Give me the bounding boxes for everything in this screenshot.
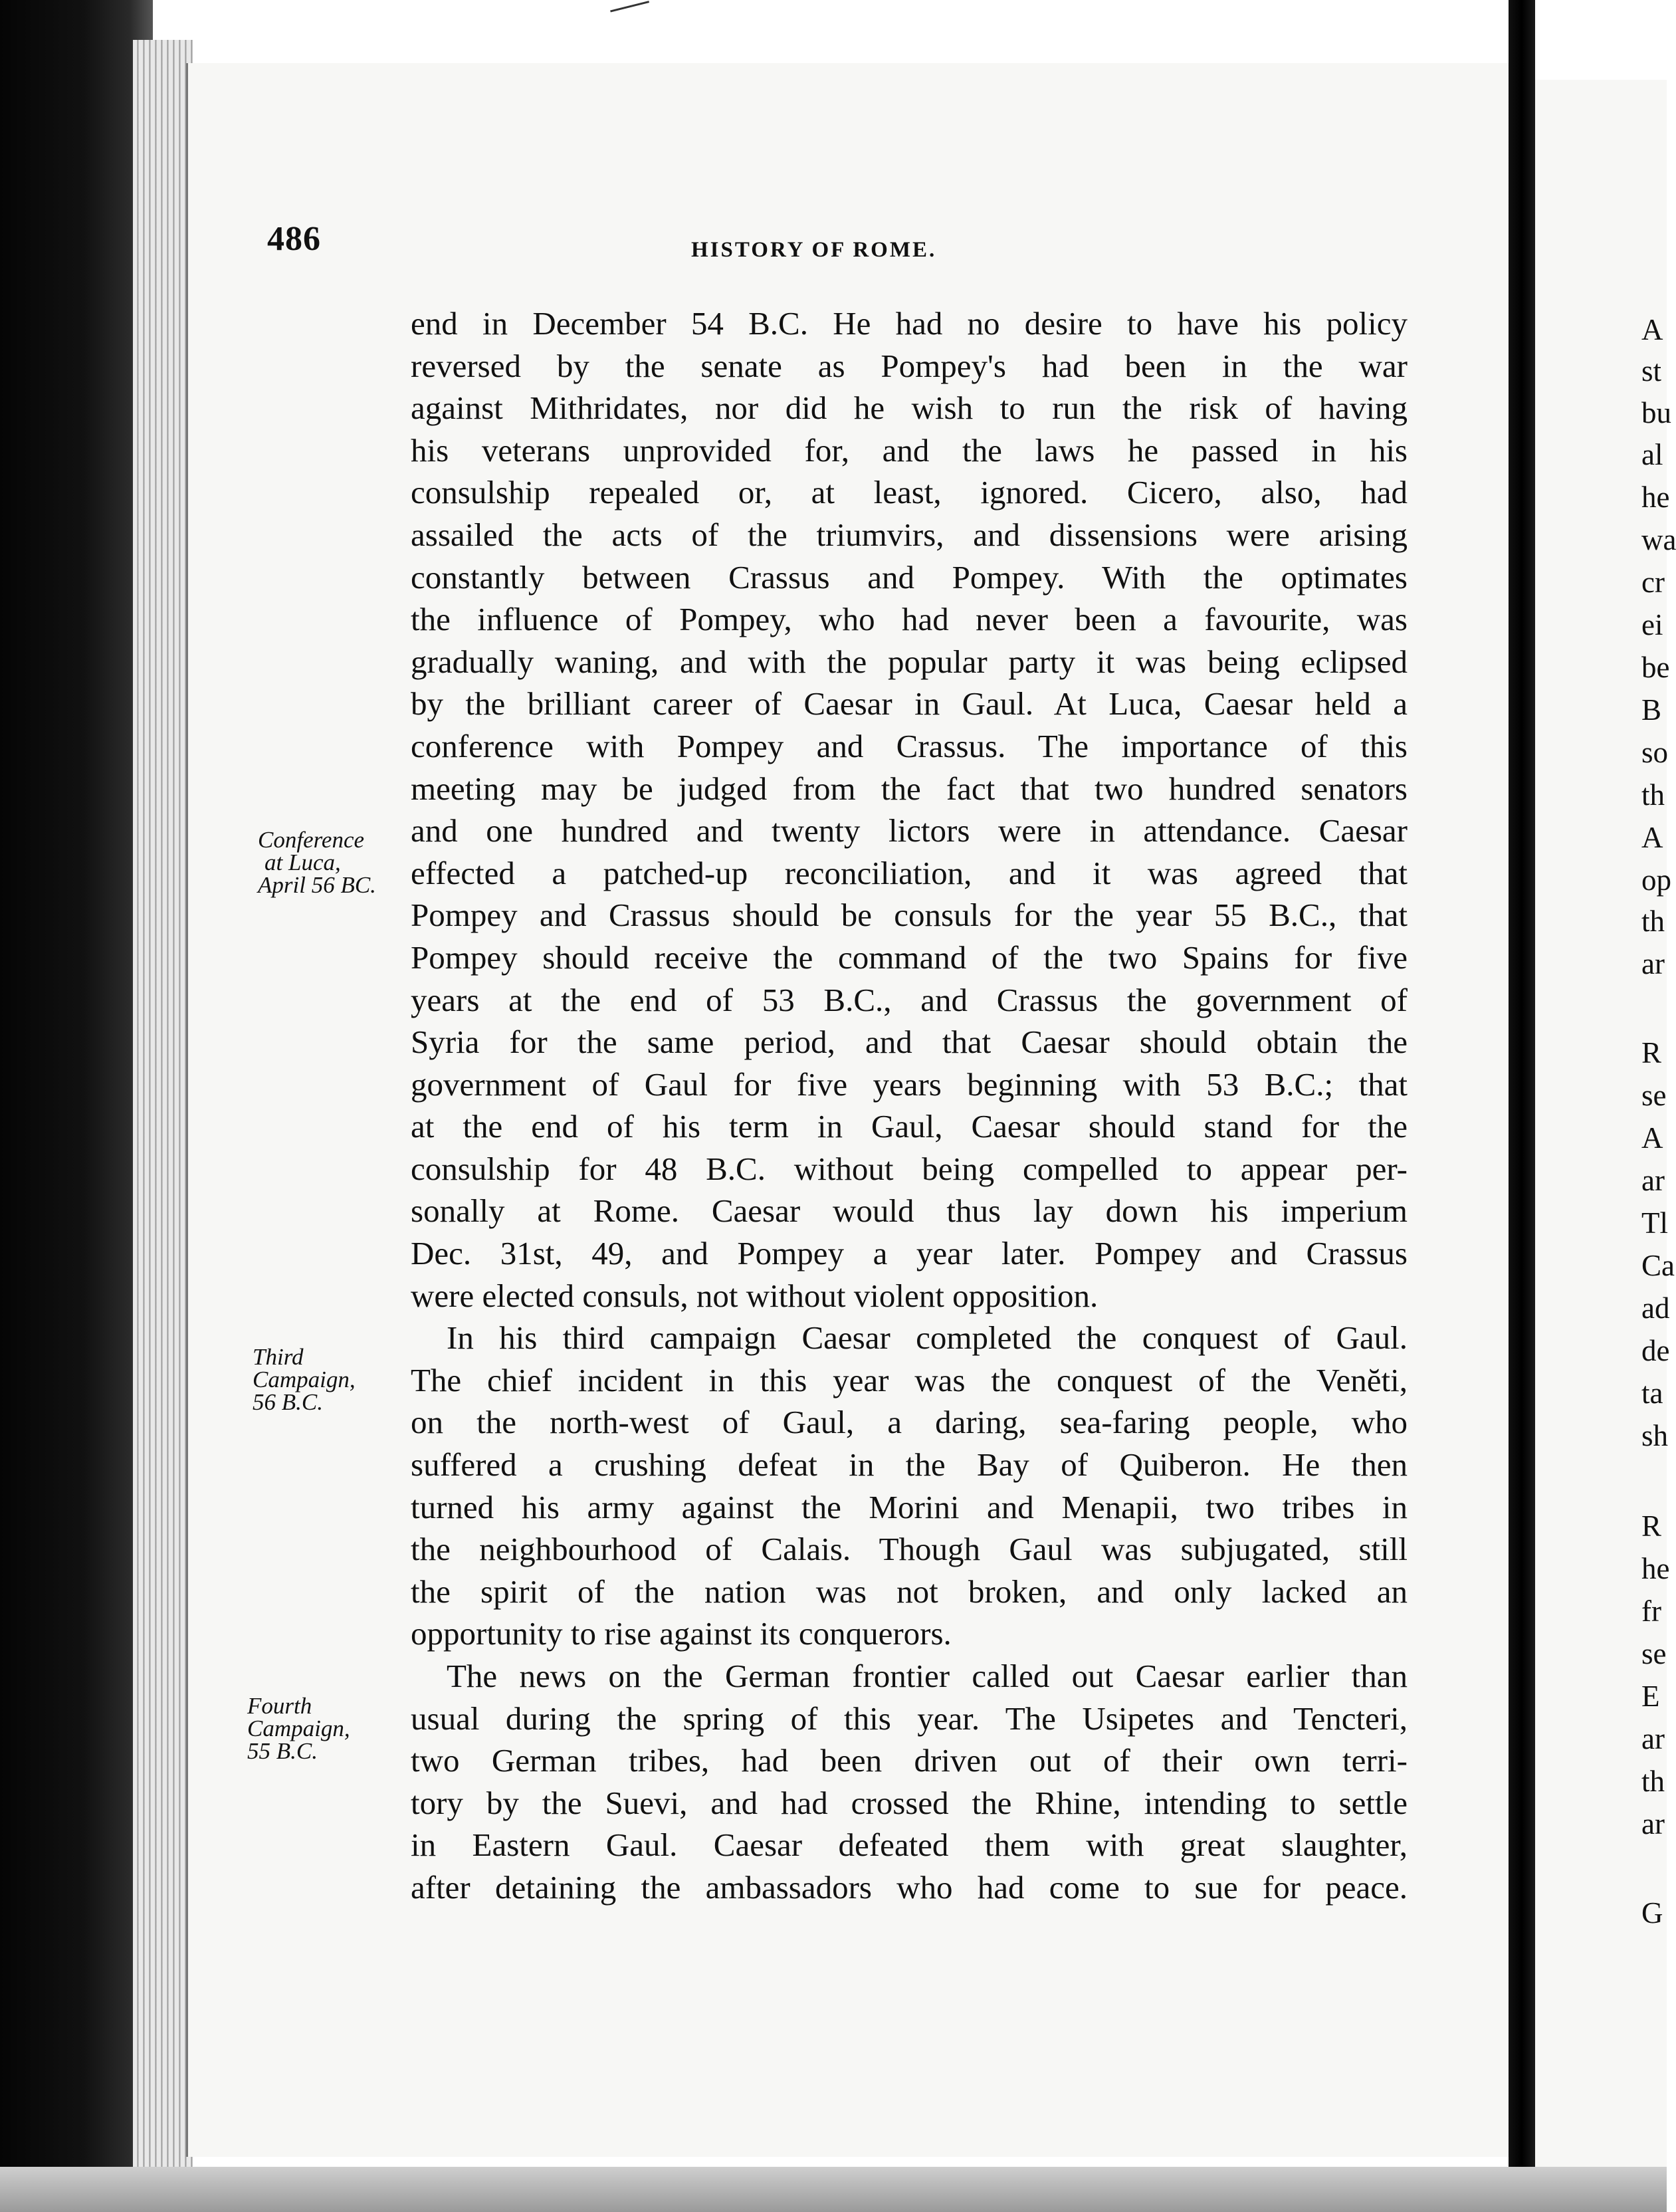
text-line: the influence of Pompey, who had never been a favourite, was — [411, 601, 1408, 638]
scan-bottom-edge — [0, 2167, 1667, 2212]
facing-page-fragment: ei — [1641, 608, 1663, 641]
text-line: Syria for the same period, and that Caesar should obtain the — [411, 1024, 1408, 1061]
margin-note-line: Third — [253, 1344, 304, 1370]
facing-page-fragment: ta — [1641, 1377, 1663, 1410]
text-line: his veterans unprovided for, and the laws he passed in his — [411, 431, 1408, 469]
facing-page-fragment: wa — [1641, 523, 1676, 556]
margin-note-line: Fourth — [247, 1693, 312, 1719]
facing-page-fragment: th — [1641, 1765, 1665, 1798]
text-line: The chief incident in this year was the conquest of the Venĕti, — [411, 1361, 1408, 1398]
text-line: meeting may be judged from the fact that two hundred senators — [411, 770, 1408, 807]
text-line: The news on the German frontier called out Caesar earlier than — [447, 1658, 1408, 1694]
text-line: constantly between Crassus and Pompey. With the optimates — [411, 558, 1408, 596]
facing-page-fragment: th — [1641, 905, 1665, 938]
facing-page-fragment: fr — [1641, 1595, 1661, 1628]
text-line: Pompey should receive the command of the two Spains for five — [411, 939, 1408, 976]
margin-note-line: 56 B.C. — [253, 1389, 323, 1415]
text-line: reversed by the senate as Pompey's had been in the war — [411, 347, 1408, 384]
facing-page-fragment: ad — [1641, 1291, 1670, 1325]
text-line: end in December 54 B.C. He had no desire to have his policy — [411, 305, 1408, 342]
facing-page-fragment: he — [1641, 481, 1670, 514]
facing-page-fragment: A — [1641, 313, 1663, 346]
facing-page-fragment: R — [1641, 1036, 1662, 1069]
text-line: in Eastern Gaul. Caesar defeated them with great slaughter, — [411, 1826, 1408, 1864]
text-line: opportunity to rise against its conquerors. — [411, 1615, 952, 1652]
facing-page-fragment: op — [1641, 863, 1671, 897]
facing-page-fragment: A — [1641, 821, 1663, 854]
margin-note-line: April 56 BC. — [258, 872, 376, 898]
facing-page-fragment: st — [1641, 354, 1662, 387]
text-line: turned his army against the Morini and Menapii, two tribes in — [411, 1488, 1408, 1525]
facing-page-fragment: se — [1641, 1637, 1667, 1670]
text-line: two German tribes, had been driven out of their own terri- — [411, 1742, 1408, 1779]
facing-page-fragment: E — [1641, 1680, 1660, 1713]
facing-page-fragment: Tl — [1641, 1206, 1668, 1240]
margin-note-line: Conference — [258, 827, 365, 853]
facing-page-fragment: A — [1641, 1121, 1663, 1155]
text-line: tory by the Suevi, and had crossed the Rhine, intending to settle — [411, 1784, 1408, 1821]
text-line: the spirit of the nation was not broken, and only lacked an — [411, 1573, 1408, 1610]
text-line: on the north-west of Gaul, a daring, sea-faring people, who — [411, 1404, 1408, 1441]
text-line: Pompey and Crassus should be consuls for the year 55 B.C., that — [411, 897, 1408, 934]
text-line: and one hundred and twenty lictors were in attendance. Caesar — [411, 812, 1408, 849]
margin-note-line: Campaign, — [247, 1715, 350, 1741]
margin-note-line: at Luca, — [264, 849, 341, 875]
book-gutter — [1509, 0, 1535, 2212]
facing-page-fragment: ar — [1641, 1164, 1665, 1197]
facing-page-fragment: R — [1641, 1509, 1662, 1543]
text-line: In his third campaign Caesar completed the conquest of Gaul. — [447, 1319, 1408, 1357]
book-spine-shadow — [0, 0, 153, 2212]
facing-page-fragment: ar — [1641, 1807, 1665, 1840]
text-line: at the end of his term in Gaul, Caesar should stand for the — [411, 1108, 1408, 1145]
text-line: by the brilliant career of Caesar in Gaul. At Luca, Caesar held a — [411, 685, 1408, 722]
text-line: government of Gaul for five years beginning with 53 B.C.; that — [411, 1065, 1408, 1103]
facing-page-fragment: cr — [1641, 566, 1665, 599]
text-line: effected a patched-up reconciliation, and it was agreed that — [411, 854, 1408, 891]
text-line: consulship repealed or, at least, ignored. Cicero, also, had — [411, 474, 1408, 511]
text-line: usual during the spring of this year. The Usipetes and Tencteri, — [411, 1700, 1408, 1737]
text-line: gradually waning, and with the popular party it was being eclipsed — [411, 643, 1408, 680]
text-line: were elected consuls, not without violent opposition. — [411, 1277, 1099, 1314]
text-line: the neighbourhood of Calais. Though Gaul was subjugated, still — [411, 1531, 1408, 1568]
running-head: HISTORY OF ROME. — [691, 238, 937, 262]
facing-page-fragment: al — [1641, 438, 1663, 471]
facing-page-fragment: B — [1641, 693, 1662, 726]
text-line: conference with Pompey and Crassus. The importance of this — [411, 727, 1408, 764]
facing-page-fragment: de — [1641, 1334, 1670, 1367]
text-line: sonally at Rome. Caesar would thus lay down his imperium — [411, 1192, 1408, 1230]
text-line: Dec. 31st, 49, and Pompey a year later. Pompey and Crassus — [411, 1235, 1408, 1272]
facing-page-fragment: be — [1641, 651, 1670, 684]
facing-page-fragment: th — [1641, 778, 1665, 812]
margin-note-fourth-campaign — [247, 1695, 350, 1763]
page-number: 486 — [267, 220, 321, 258]
margin-note-conference — [258, 829, 376, 897]
margin-note-line: 55 B.C. — [247, 1738, 318, 1764]
facing-page-fragment: so — [1641, 736, 1669, 769]
facing-page-fragment: G — [1641, 1896, 1663, 1930]
facing-page-fragment: ar — [1641, 947, 1665, 980]
margin-note-third-campaign — [253, 1346, 356, 1414]
text-line: consulship for 48 B.C. without being compelled to appear per- — [411, 1150, 1408, 1187]
page-edges — [133, 40, 193, 2167]
facing-page-fragment: sh — [1641, 1419, 1669, 1452]
facing-page-fragment: ar — [1641, 1722, 1665, 1755]
text-line: after detaining the ambassadors who had come to sue for peace. — [411, 1868, 1408, 1906]
facing-page-fragment: he — [1641, 1552, 1670, 1585]
facing-page-fragment: Ca — [1641, 1249, 1675, 1282]
facing-page-fragment: bu — [1641, 396, 1671, 429]
text-line: suffered a crushing defeat in the Bay of Quiberon. He then — [411, 1446, 1408, 1484]
body-text — [411, 302, 1408, 1909]
text-line: years at the end of 53 B.C., and Crassus the government of — [411, 981, 1408, 1018]
margin-note-line: Campaign, — [253, 1367, 356, 1392]
text-line: against Mithridates, nor did he wish to run the risk of having — [411, 389, 1408, 427]
facing-page-fragment: se — [1641, 1079, 1667, 1112]
text-line: assailed the acts of the triumvirs, and dissensions were arising — [411, 516, 1408, 553]
